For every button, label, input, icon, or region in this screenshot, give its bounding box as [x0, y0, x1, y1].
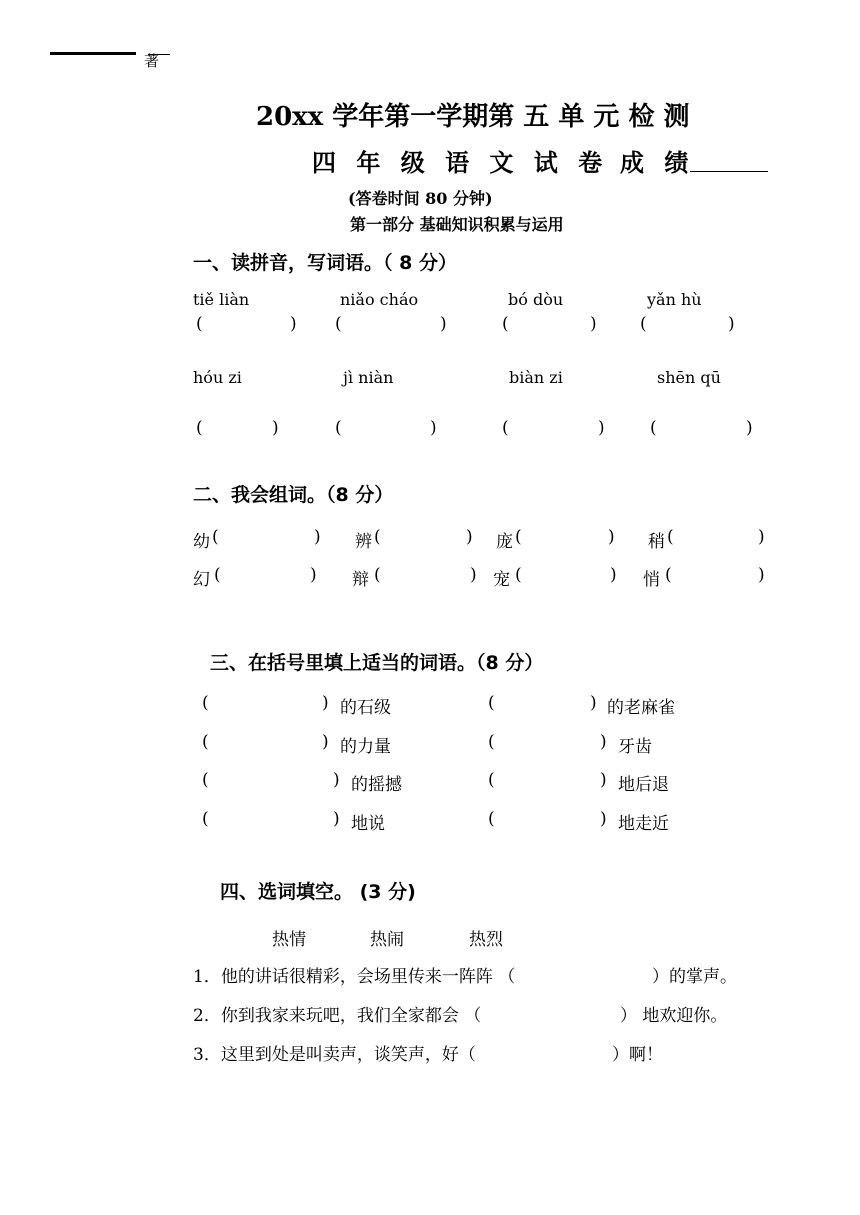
phrase-suffix: 地后退: [618, 775, 669, 795]
blank-close: ): [470, 565, 477, 585]
blank-open: (: [202, 693, 209, 713]
blank-open: (: [488, 732, 495, 752]
blank-open: (: [202, 732, 209, 752]
blank-close: ): [322, 693, 329, 713]
blank-close: ): [600, 770, 607, 790]
blank-open: (: [374, 527, 381, 547]
pinyin-item: niǎo cháo: [340, 290, 419, 309]
blank-open: (: [667, 527, 674, 547]
question-3-tail: ）啊！: [612, 1045, 663, 1065]
phrase-suffix: 地走近: [618, 814, 669, 834]
word-char: 幻: [193, 570, 210, 590]
blank-close: ): [758, 565, 765, 585]
corner-mark: 著: [144, 52, 160, 70]
blank-close: ): [598, 418, 605, 438]
phrase-suffix: 的老麻雀: [607, 698, 675, 718]
blank-close: ): [440, 314, 447, 334]
blank-open: (: [640, 314, 647, 334]
blank-open: (: [196, 314, 203, 334]
blank-close: ): [466, 527, 473, 547]
blank-open: (: [196, 418, 203, 438]
word-char: 悄: [643, 570, 660, 590]
blank-open: (: [502, 418, 509, 438]
blank-open: (: [374, 565, 381, 585]
blank-close: ): [600, 732, 607, 752]
blank-close: ): [758, 527, 765, 547]
pinyin-item: bó dòu: [508, 290, 564, 309]
blank-open: (: [515, 527, 522, 547]
phrase-suffix: 地说: [351, 814, 385, 834]
score-blank[interactable]: [690, 170, 768, 172]
blank-open: (: [515, 565, 522, 585]
question-3-text: 3．这里到处是叫卖声，谈笑声，好（: [193, 1045, 476, 1065]
word-char: 幼: [193, 532, 210, 552]
blank-close: ): [333, 770, 340, 790]
pinyin-item: yǎn hù: [647, 290, 702, 309]
blank-close: ): [746, 418, 753, 438]
blank-open: (: [488, 770, 495, 790]
blank-close: ): [322, 732, 329, 752]
section3-title: 三、在括号里填上适当的词语。（8 分）: [210, 652, 544, 674]
corner-rule: [50, 52, 136, 55]
blank-close: ): [430, 418, 437, 438]
word-char: 庞: [496, 532, 513, 552]
phrase-suffix: 牙齿: [618, 737, 652, 757]
exam-title: 20xx 学年第一学期第 五 单 元 检 测: [256, 102, 690, 132]
blank-close: ): [600, 809, 607, 829]
blank-close: ): [590, 693, 597, 713]
blank-open: (: [650, 418, 657, 438]
section1-title: 一、读拼音，写词语。（ 8 分）: [193, 252, 457, 274]
pinyin-item: tiě liàn: [193, 290, 250, 309]
blank-close: ): [590, 314, 597, 334]
phrase-suffix: 的摇撼: [351, 775, 402, 795]
blank-close: ): [608, 527, 615, 547]
choice-word: 热闹: [370, 930, 404, 950]
choice-word: 热烈: [469, 930, 503, 950]
section4-title: 四、选词填空。 (3 分): [220, 881, 416, 903]
pinyin-item: biàn zi: [509, 368, 563, 387]
blank-open: (: [212, 527, 219, 547]
blank-open: (: [202, 809, 209, 829]
word-char: 宠: [493, 570, 510, 590]
phrase-suffix: 的石级: [340, 698, 391, 718]
blank-open: (: [214, 565, 221, 585]
blank-open: (: [488, 809, 495, 829]
choice-word: 热情: [272, 930, 306, 950]
blank-open: (: [202, 770, 209, 790]
time-note: (答卷时间 80 分钟): [348, 189, 493, 208]
exam-subtitle: 四 年 级 语 文 试 卷: [312, 148, 609, 177]
blank-close: ): [272, 418, 279, 438]
word-char: 辨: [355, 532, 372, 552]
pinyin-item: hóu zi: [193, 368, 242, 387]
blank-close: ): [314, 527, 321, 547]
part-label: 第一部分 基础知识积累与运用: [350, 215, 564, 234]
score-label: 成 绩: [620, 148, 695, 177]
pinyin-item: shēn qū: [657, 368, 721, 387]
question-2-text: 2．你到我家来玩吧，我们全家都会 （: [193, 1006, 482, 1026]
blank-open: (: [335, 418, 342, 438]
blank-close: ): [310, 565, 317, 585]
blank-close: ): [610, 565, 617, 585]
blank-open: (: [502, 314, 509, 334]
word-char: 辩: [352, 570, 369, 590]
blank-open: (: [335, 314, 342, 334]
question-1-text: 1．他的讲话很精彩，会场里传来一阵阵 （: [193, 967, 516, 987]
blank-open: (: [665, 565, 672, 585]
phrase-suffix: 的力量: [340, 737, 391, 757]
word-char: 稍: [648, 532, 665, 552]
section2-title: 二、我会组词。（8 分）: [193, 484, 394, 506]
question-2-tail: ） 地欢迎你。: [620, 1006, 728, 1026]
pinyin-item: jì niàn: [343, 368, 394, 387]
blank-close: ): [290, 314, 297, 334]
blank-open: (: [488, 693, 495, 713]
blank-close: ): [728, 314, 735, 334]
blank-close: ): [333, 809, 340, 829]
question-1-tail: ）的掌声。: [652, 967, 737, 987]
